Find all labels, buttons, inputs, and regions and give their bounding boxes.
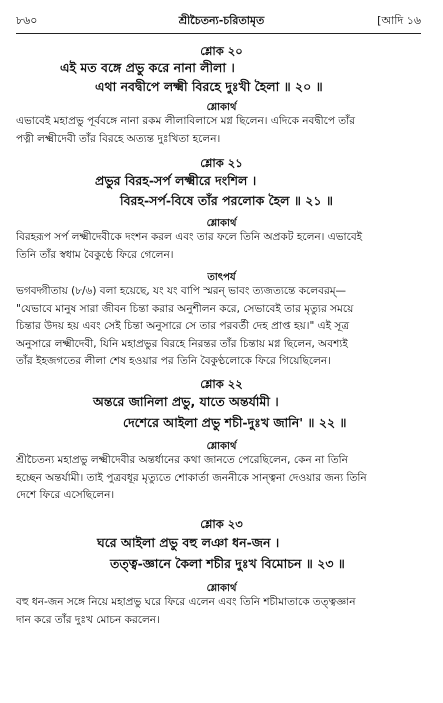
- verse-23-translation-line: বহু ধন-জন সঙ্গে নিয়ে মহাপ্রভু ঘরে ফিরে এলেন এবং তিনি শচীমাতাকে তত্ত্বজ্ঞান: [16, 596, 356, 608]
- chapter-reference: [আদি ১৬: [377, 14, 421, 27]
- verse-23-translation-label: শ্লোকার্থ: [206, 583, 237, 594]
- verse-22-translation-line: শ্রীচৈতন্য মহাপ্রভু লক্ষ্মীদেবীর অন্তর্ধানের কথা জানতে পেরেছিলেন, কেন না তিনি: [16, 454, 348, 466]
- verse-23-translation: [16, 594, 427, 629]
- verse-21-translation-line: তিনি তাঁর স্বধাম বৈকুণ্ঠে ফিরে গেলেন।: [16, 248, 174, 261]
- purport-line: চিন্তার উদয় হয় এবং সেই চিন্তা অনুসারে সে তার পরবর্তী দেহ প্রাপ্ত হয়।" এই সূত্র: [16, 320, 350, 332]
- verse-21-translation-line: বিরহরূপ সর্প লক্ষ্মীদেবীকে দংশন করল এবং তার ফলে তিনি অপ্রকট হলেন। এভাবেই: [16, 231, 363, 243]
- verse-21-purport-label: তাৎপর্য: [207, 272, 236, 283]
- verse-23-translation-line: দান করে তাঁর দুঃখ মোচন করলেন।: [16, 613, 160, 626]
- verse-21-translation-label: শ্লোকার্থ: [206, 218, 237, 229]
- verse-21-line-1: প্রভুর বিরহ-সর্প লক্ষ্মীরে দংশিল ।: [95, 173, 257, 188]
- page-number: ৮৬০: [16, 14, 38, 27]
- verse-20-translation-label: শ্লোকার্থ: [206, 102, 237, 113]
- verse-22-translation-line: দেশে ফিরে এসেছিলেন।: [16, 489, 115, 501]
- verse-20-translation: [16, 113, 427, 148]
- verse-21-purport: [16, 283, 427, 371]
- verse-22-translation: [16, 452, 427, 505]
- verse-20-line-2: এথা নবদ্বীপে লক্ষ্মী বিরহে দুঃখী হৈলা ॥ ২০ ॥: [95, 79, 323, 94]
- purport-line: অনুসারে লক্ষ্মীদেবী, যিনি মহাপ্রভুর বিরহে নিরন্তর তাঁর চিন্তায় মগ্ন ছিলেন, অবশ্যই: [16, 337, 348, 350]
- verse-22-line-2: দেশেরে আইলা প্রভু শচী-দুঃখ জানি' ॥ ২২ ॥: [123, 415, 347, 430]
- purport-line: "যেভাবে মানুষ সারা জীবন চিন্তা করার অনুশীলন করে, সেভাবেই তার মৃত্যুর সময়ে: [16, 302, 354, 315]
- verse-22-label: শ্লোক ২২: [200, 377, 243, 391]
- verse-22-translation-line: হচ্ছেন অন্তর্যামী। তাই পুত্রবধূর মৃত্যুতে শোকার্তা জননীকে সান্ত্বনা দেওয়ার জন্য তিনি: [16, 471, 367, 484]
- verse-20-translation-line: এভাবেই মহাপ্রভু পূর্ববঙ্গে নানা রকম লীলাবিলাসে মগ্ন ছিলেন। এদিকে নবদ্বীপে তাঁর: [16, 115, 355, 127]
- verse-20-label: শ্লোক ২০: [200, 44, 243, 58]
- verse-20-translation-line: পত্নী লক্ষ্মীদেবী তাঁর বিরহে অত্যন্ত দুঃখিতা হলেন।: [16, 132, 221, 145]
- verse-23-label: শ্লোক ২৩: [200, 517, 243, 531]
- header-rule: [16, 33, 421, 34]
- verse-23-line-2: তত্ত্ব-জ্ঞানে কৈলা শচীর দুঃখ বিমোচন ॥ ২৩ ॥: [110, 556, 345, 571]
- verse-22-translation-label: শ্লোকার্থ: [206, 441, 237, 452]
- page-header: [16, 10, 427, 32]
- verse-21-label: শ্লোক ২১: [200, 156, 243, 170]
- purport-line: তাঁর ইহজগতের লীলা শেষ হওয়ার পর তিনি বৈকুণ্ঠলোকে ফিরে গিয়েছিলেন।: [16, 355, 331, 367]
- verse-21-line-2: বিরহ-সর্প-বিষে তাঁর পরলোক হৈল ॥ ২১ ॥: [120, 193, 333, 208]
- verse-21-translation: [16, 229, 427, 264]
- verse-22-line-1: অন্তরে জানিলা প্রভু, যাতে অন্তর্যামী ।: [93, 394, 279, 409]
- purport-line: ভগবদ্গীতায় (৮/৬) বলা হয়েছে, যং যং বাপি স্মরন্ ভাবং ত্যজত্যন্তে কলেবরম্—: [16, 285, 347, 297]
- running-title: শ্রীচৈতন্য-চরিতামৃত: [178, 14, 265, 27]
- verse-23-line-1: ঘরে আইলা প্রভু বহু লঞা ধন-জন ।: [97, 535, 280, 550]
- verse-20-line-1: এই মত বঙ্গে প্রভু করে নানা লীলা ।: [60, 60, 235, 75]
